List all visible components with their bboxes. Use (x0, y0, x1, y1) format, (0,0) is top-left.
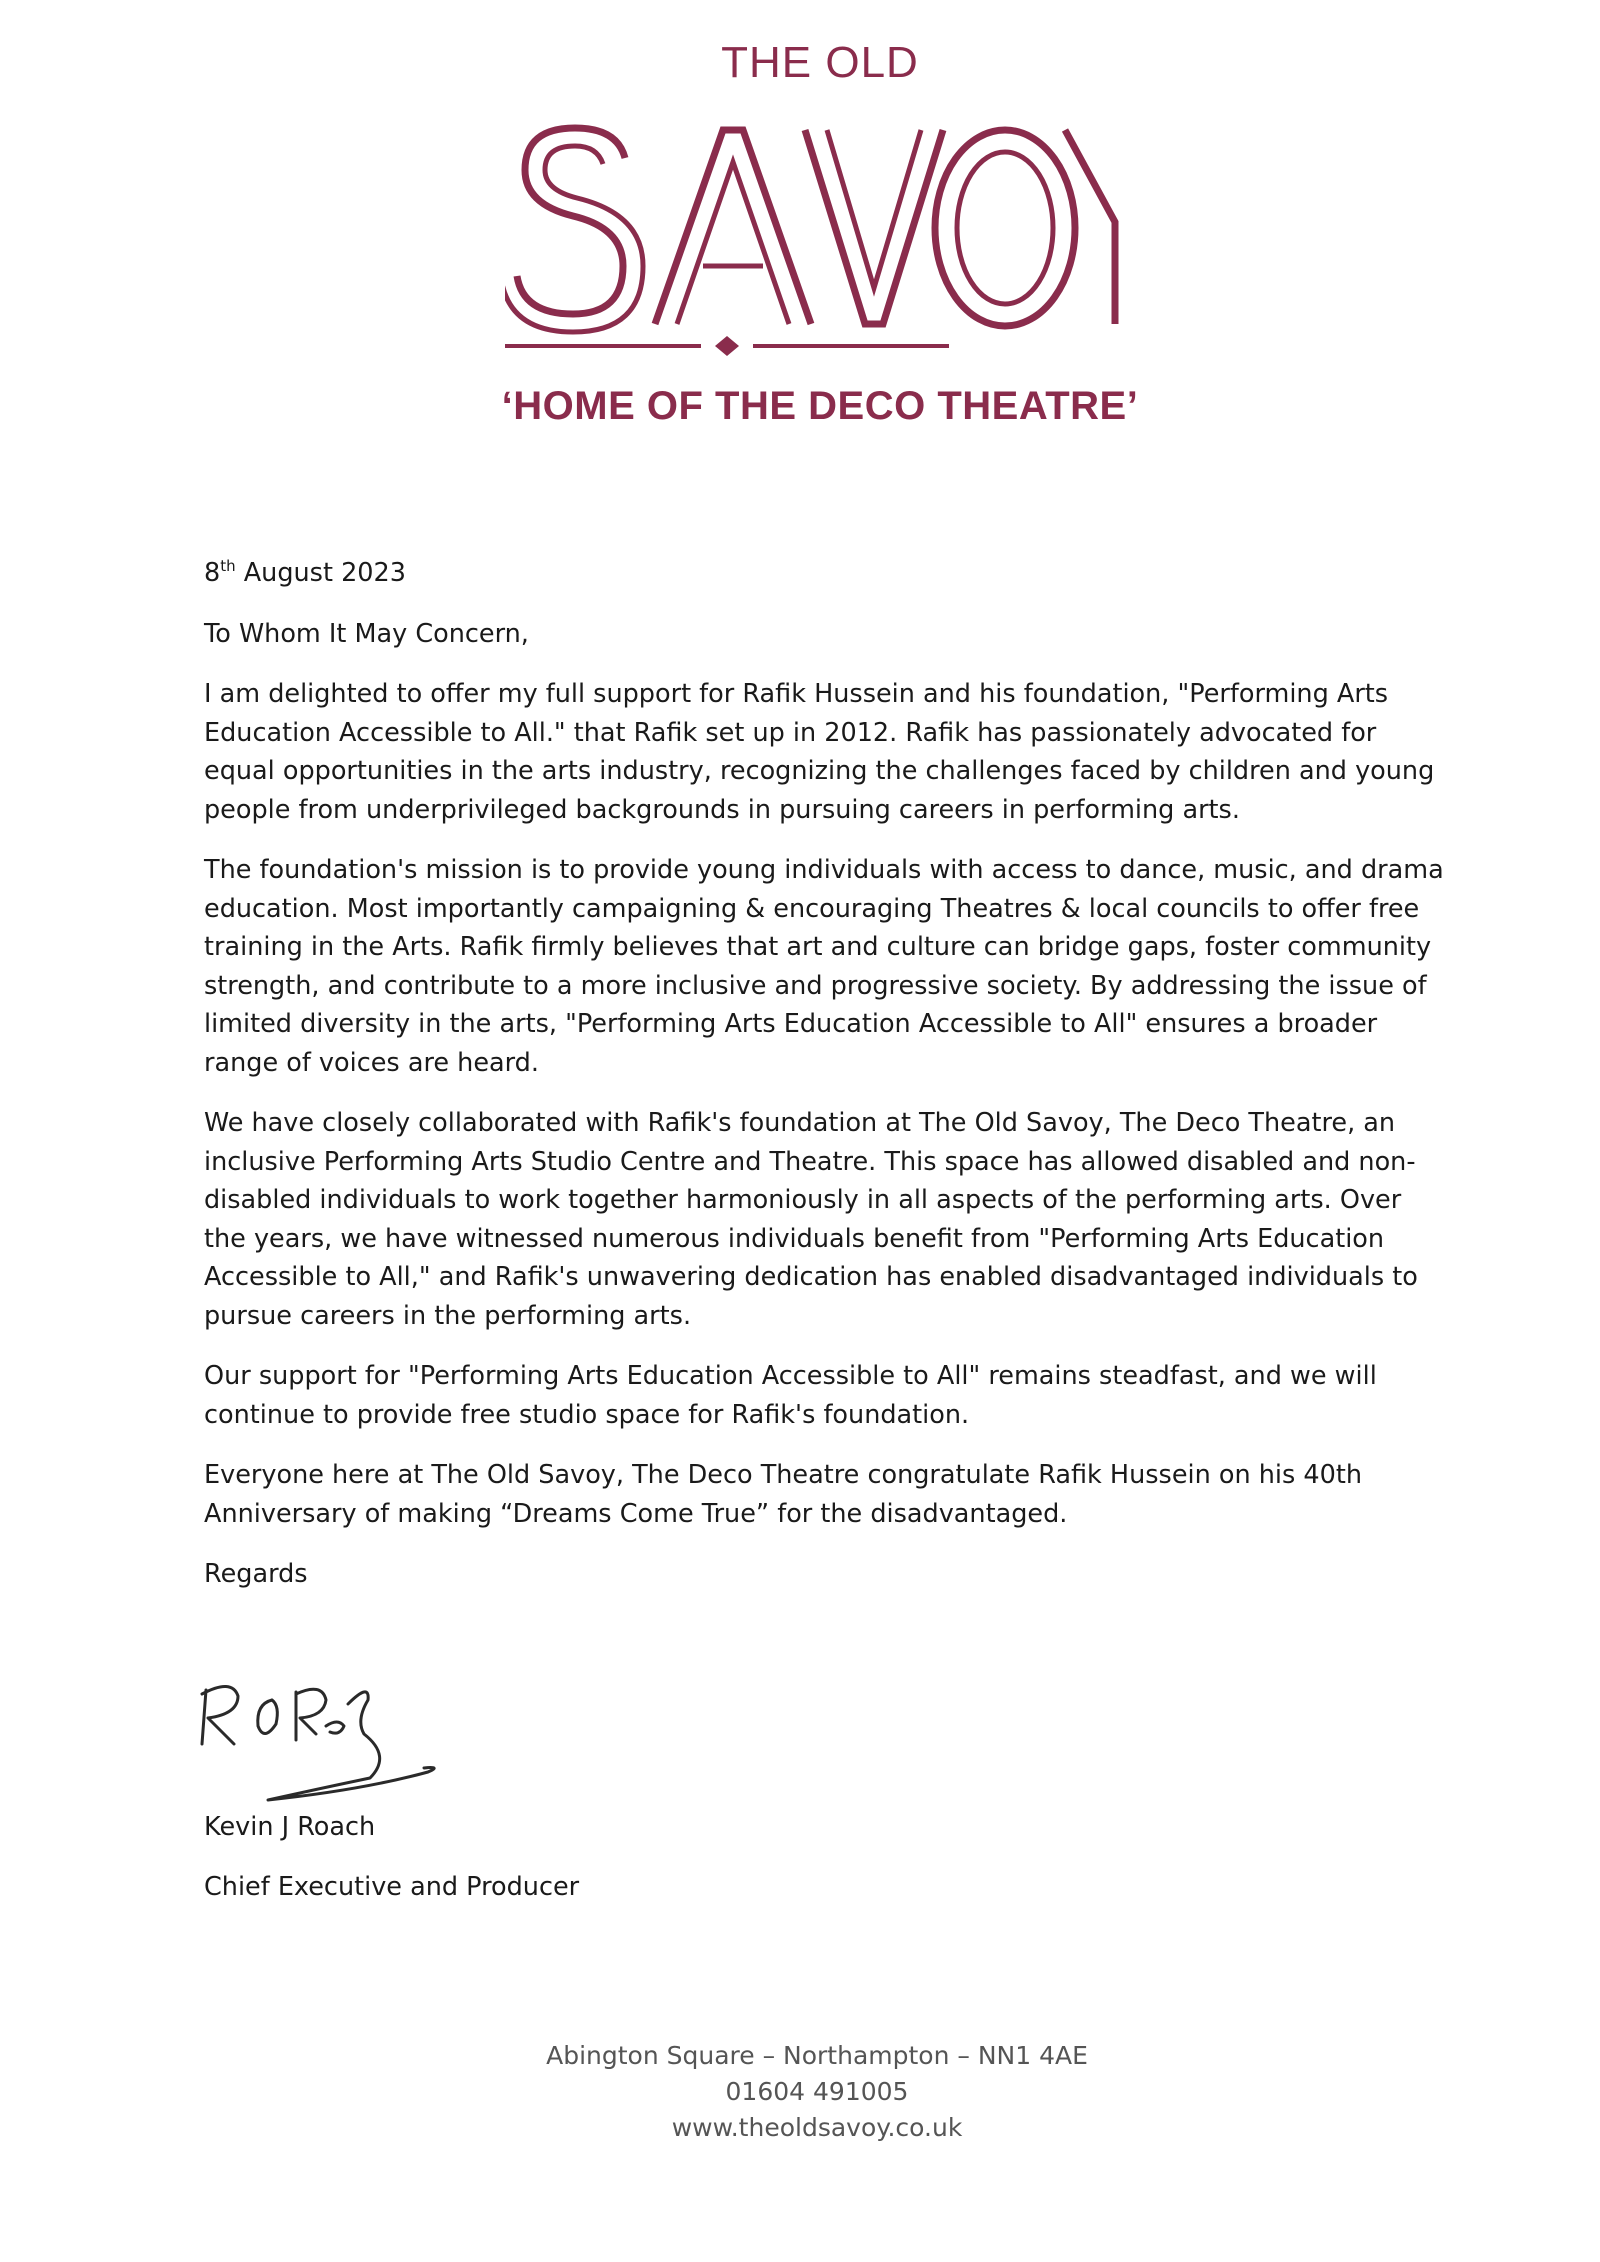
signatory-name: Kevin J Roach (204, 1812, 376, 1842)
letter-date (204, 554, 1444, 593)
signatory-title: Chief Executive and Producer (204, 1872, 580, 1902)
footer (0, 2038, 1600, 2146)
date-day: 8 (204, 558, 221, 588)
paragraph: We have closely collaborated with Rafik's foundation at The Old Savoy, The Deco Theatre, an inclusive Performing Arts Studio Centre and Theatre. This space has allowed disabled and non-disabled individuals to work together harmoniously in all aspects of the performing arts. Over the years, we have witnessed numerous individuals benefit from "Performing Arts Education Accessible to All," and Rafik's unwavering dedication has enabled disadvantaged individuals to pursue careers in the performing arts. (204, 1108, 1418, 1331)
paragraph: Our support for "Performing Arts Education Accessible to All" remains steadfast, and we will continue to provide free studio space for Rafik's foundation. (204, 1361, 1377, 1430)
paragraph: I am delighted to offer my full support for Rafik Hussein and his foundation, "Performing Arts Education Accessible to All." that Rafik set up in 2012. Rafik has passionately advocated for equal opportunities in the arts industry, recognizing the challenges faced by children and young people from underprivileged backgrounds in pursuing careers in performing arts. (204, 679, 1435, 825)
closing: Regards (204, 1559, 308, 1589)
signature-icon (192, 1660, 472, 1810)
paragraph: The foundation's mission is to provide young individuals with access to dance, music, and drama education. Most importantly campaigning & encouraging Theatres & local councils to offer free training in the Arts. Rafik firmly believes that art and culture can bridge gaps, foster community strength, and contribute to a more inclusive and progressive society. By addressing the issue of limited diversity in the arts, "Performing Arts Education Accessible to All" ensures a broader range of voices are heard. (204, 855, 1444, 1078)
letterhead (0, 0, 1600, 470)
savoy-logo-icon (505, 118, 1125, 358)
logo-top-line: THE OLD (721, 38, 919, 87)
salutation: To Whom It May Concern, (204, 618, 529, 649)
letter-body (204, 554, 1444, 1616)
footer-website[interactable]: www.theoldsavoy.co.uk (671, 2113, 963, 2142)
footer-address: Abington Square – Northampton – NN1 4AE (546, 2041, 1088, 2070)
date-rest: August 2023 (235, 558, 406, 588)
date-suffix: th (220, 557, 236, 575)
tagline: ‘HOME OF THE DECO THEATRE’ (501, 384, 1139, 428)
paragraph: Everyone here at The Old Savoy, The Deco Theatre congratulate Rafik Hussein on his 40th Anniversary of making “Dreams Come True” for the disadvantaged. (204, 1460, 1362, 1529)
footer-phone: 01604 491005 (725, 2077, 909, 2106)
